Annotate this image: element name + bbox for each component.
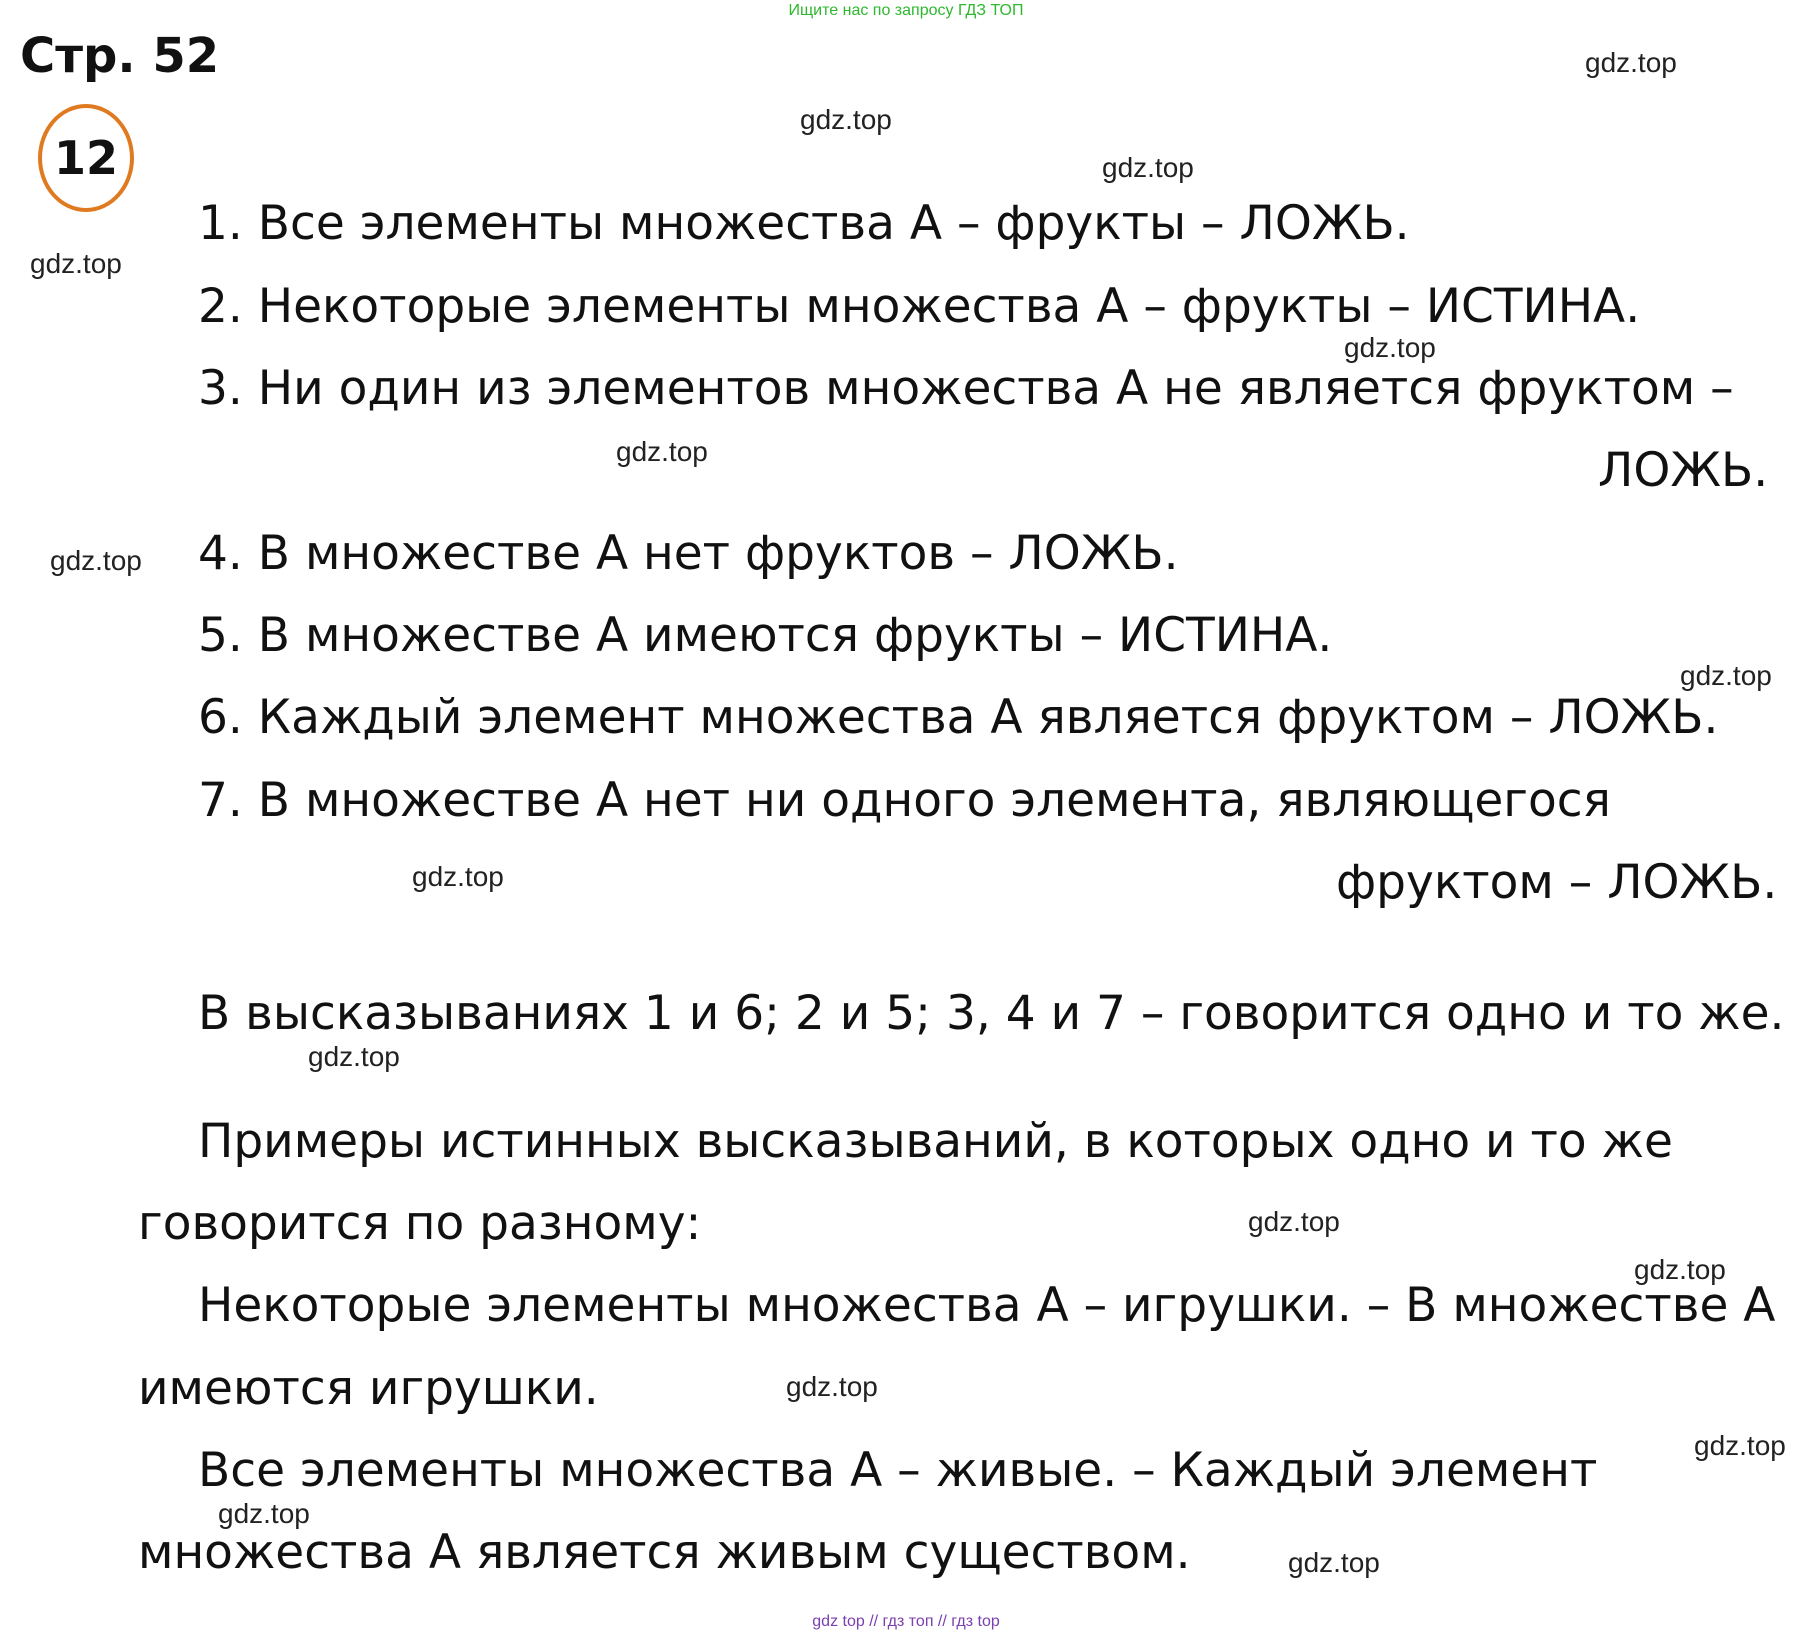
task-number-circle [38,104,134,212]
top-banner: Ищите нас по запросу ГДЗ ТОП [788,2,1024,19]
statement-1: 1. Все элементы множества А – фрукты – ЛОЖЬ. [198,196,1410,251]
watermark: gdz.top [1248,1206,1340,1237]
watermark: gdz.top [30,248,122,279]
example-2-line-2: множества А является живым существом. [138,1525,1191,1580]
watermark: gdz.top [1634,1254,1726,1285]
statement-6: 6. Каждый элемент множества А является фруктом – ЛОЖЬ. [198,690,1719,745]
watermark: gdz.top [1102,152,1194,183]
conclusion-text: В высказываниях 1 и 6; 2 и 5; 3, 4 и 7 – говорится одно и то же. [198,986,1785,1041]
watermark: gdz.top [786,1371,878,1402]
watermark: gdz.top [218,1498,310,1529]
watermark: gdz.top [616,436,708,467]
statement-7-continued: фруктом – ЛОЖЬ. [1336,855,1778,910]
bottom-banner: gdz top // гдз топ // гдз top [812,1613,1000,1630]
statement-4: 4. В множестве А нет фруктов – ЛОЖЬ. [198,526,1179,581]
example-1-line-1: Некоторые элементы множества А – игрушки. – В множестве А [198,1278,1776,1333]
task-number: 12 [53,131,118,185]
watermark: gdz.top [412,861,504,892]
watermark: gdz.top [1585,47,1677,78]
statement-2: 2. Некоторые элементы множества А – фрукты – ИСТИНА. [198,279,1641,334]
example-2-line-1: Все элементы множества А – живые. – Каждый элемент [198,1443,1598,1498]
example-1-line-2: имеются игрушки. [138,1361,599,1416]
watermark: gdz.top [800,104,892,135]
watermark: gdz.top [50,545,142,576]
statement-5: 5. В множестве А имеются фрукты – ИСТИНА. [198,608,1333,663]
watermark: gdz.top [1694,1430,1786,1461]
statement-3: 3. Ни один из элементов множества А не является фруктом – [198,361,1734,416]
statement-3-continued: ЛОЖЬ. [1598,443,1769,498]
page-title: Стр. 52 [20,28,220,84]
examples-intro-line-1: Примеры истинных высказываний, в которых одно и то же [198,1114,1673,1169]
watermark: gdz.top [1344,332,1436,363]
examples-intro-line-2: говорится по разному: [138,1196,702,1251]
watermark: gdz.top [1288,1547,1380,1578]
statement-7: 7. В множестве А нет ни одного элемента, являющегося [198,773,1611,828]
watermark: gdz.top [308,1041,400,1072]
watermark: gdz.top [1680,660,1772,691]
